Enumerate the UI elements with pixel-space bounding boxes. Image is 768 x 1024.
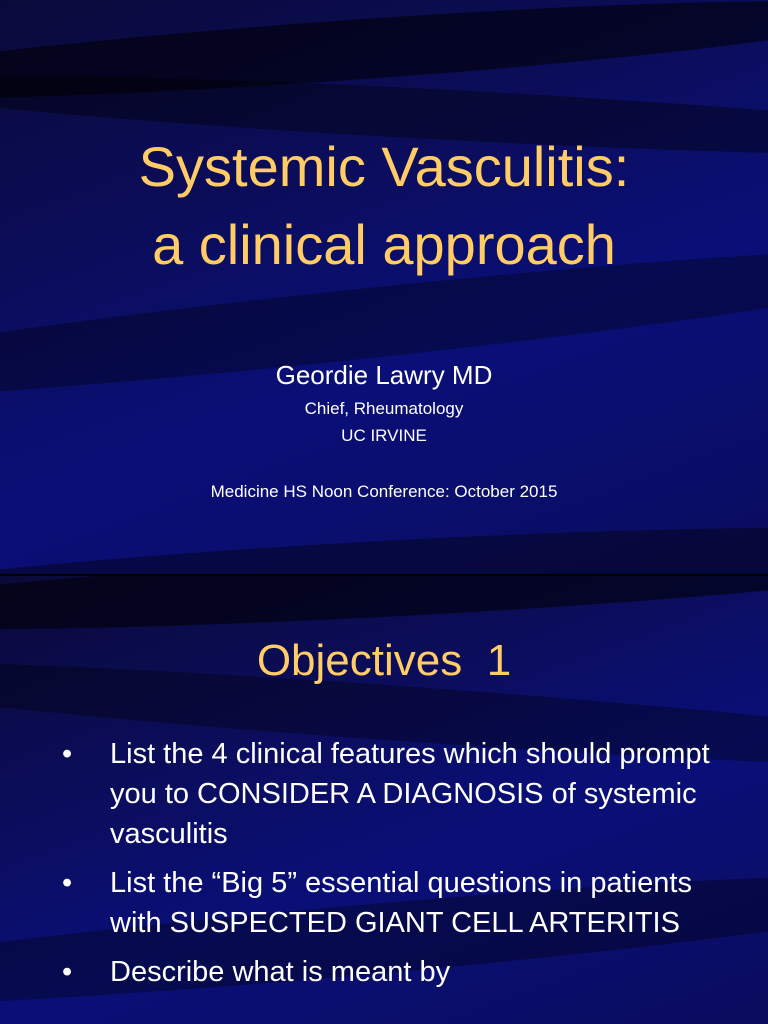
list-item [62,863,742,943]
author-name: Geordie Lawry MD [275,360,493,390]
background-swoosh [0,506,768,574]
bullet-text: List the “Big 5” essential questions in patients with SUSPECTED GIANT CELL ARTERITIS [110,867,692,939]
objectives-list [62,734,742,1001]
slide-objectives [0,576,768,1024]
list-item [62,734,742,854]
title-line-1: Systemic Vasculitis: [138,135,630,198]
bullet-text: Describe what is meant by [110,956,451,988]
list-item [62,952,742,992]
title-line-2: a clinical approach [152,213,616,276]
bullet-text: List the 4 clinical features which should prompt you to CONSIDER A DIAGNOSIS of systemic vasculitis [110,738,710,850]
author-role: Chief, Rheumatology [304,399,464,418]
bullet-icon: • [62,738,73,770]
objectives-title: Objectives 1 [256,636,512,685]
institution: UC IRVINE [341,426,427,445]
conference-line: Medicine HS Noon Conference: October 2015 [210,482,558,501]
bullet-icon: • [62,956,73,988]
slide-title-text [0,128,768,284]
bullet-icon: • [62,867,73,899]
